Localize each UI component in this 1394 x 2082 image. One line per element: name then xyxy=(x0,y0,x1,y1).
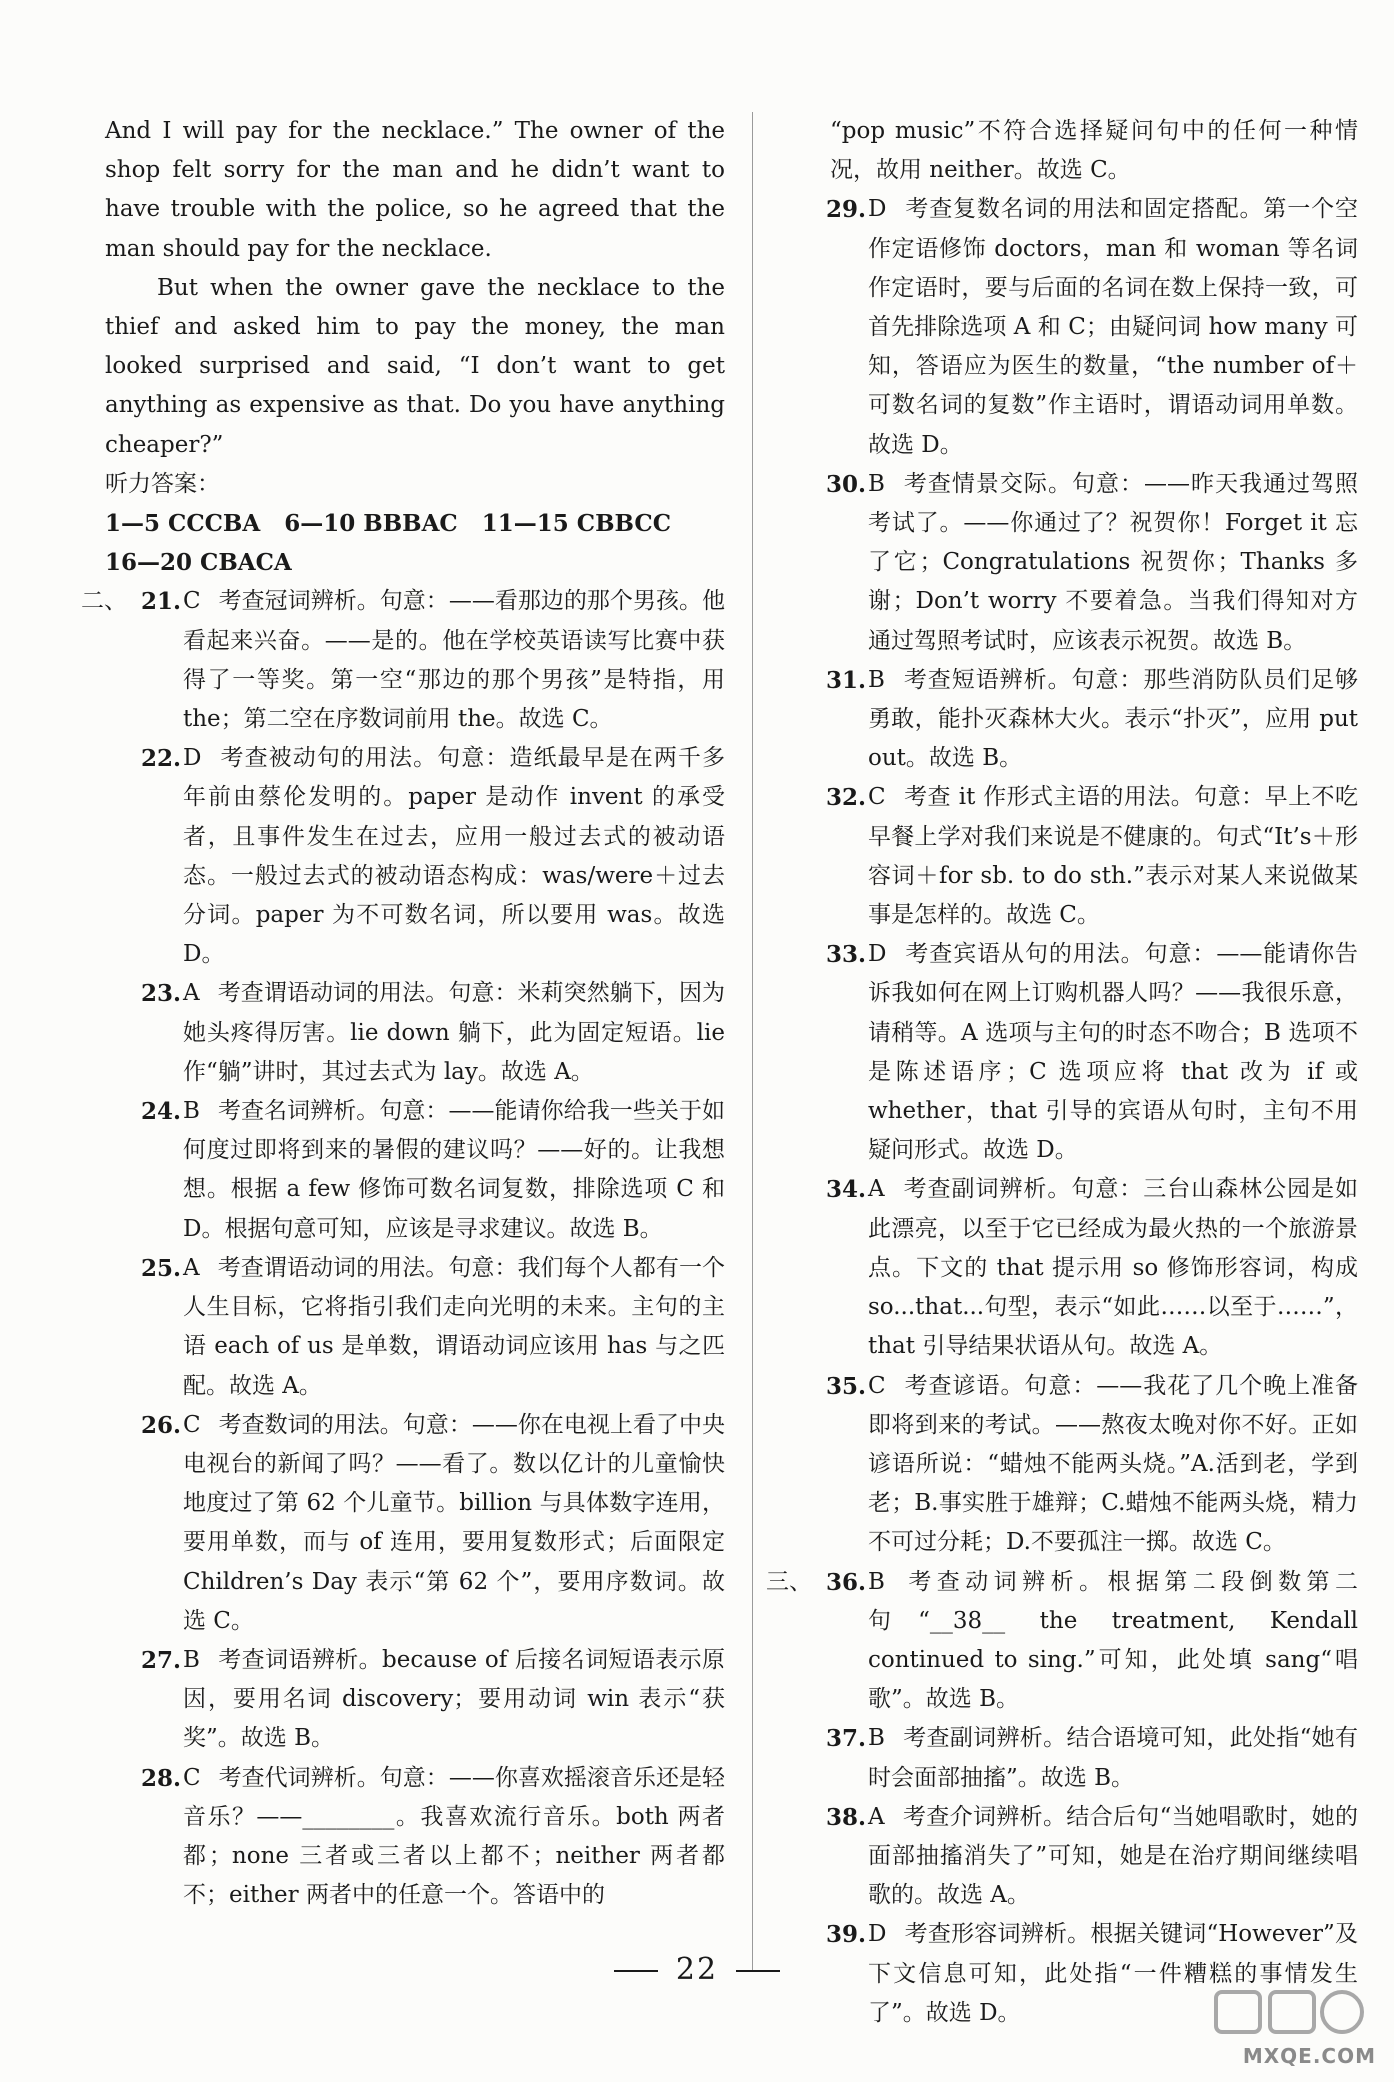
question-number: 22. xyxy=(140,745,181,773)
answer-item xyxy=(105,1641,725,1759)
question-number: 30. xyxy=(825,470,866,498)
explanation-text: 考查复数名词的用法和固定搭配。第一个空作定语修饰 doctors，man 和 woman 等名词作定语时，要与后面的名词在数上保持一致，可首先排除选项 A 和 C；由疑问词 how many 可知，答语应为医生的数量，“the number of＋可数名词的复数”作主语时，谓语动词用单数。故选 D。 xyxy=(868,196,1358,458)
explanation-text: 考查数词的用法。句意：——你在电视上看了中央电视台的新闻了吗？——看了。数以亿计的儿童愉快地度过了第 62 个儿童节。billion 与具体数字连用，要用单数，而与 of 连用，要用复数形式；后面限定 Children’s Day 表示“第 62 个”，要用序数词。故选 C。 xyxy=(183,1411,733,1634)
answer-letter: B xyxy=(868,470,885,497)
explanation-text: 考查情景交际。句意：——昨天我通过驾照考试了。——你通过了？祝贺你！Forget it 忘了它；Congratulations 祝贺你；Thanks 多谢；Don’t worry 不要着急。当我们得知对方通过驾照考试时，应该表示祝贺。故选 B。 xyxy=(868,470,1358,654)
answer-letter: B xyxy=(868,666,885,693)
question-number: 31. xyxy=(825,666,866,694)
right-column xyxy=(766,112,1366,2033)
watermark xyxy=(1176,1986,1376,2068)
answer-letter: B xyxy=(183,1098,200,1125)
question-number: 24. xyxy=(140,1098,181,1126)
footer-dash-left xyxy=(614,1970,658,1972)
listening-answers-line-2: 16—20 CBACA xyxy=(105,549,292,577)
answer-item xyxy=(105,974,733,1092)
question-number: 39. xyxy=(825,1921,866,1949)
answer-letter: A xyxy=(868,1176,885,1203)
explanation-text: 考查冠词辨析。句意：——看那边的那个男孩。他看起来兴奋。——是的。他在学校英语读写比赛中获得了一等奖。第一空“那边的那个男孩”是特指，用 the；第二空在序数词前用 the。故选 C。 xyxy=(183,588,733,733)
answer-letter: B xyxy=(868,1725,885,1752)
listening-answers-label: 听力答案： xyxy=(105,470,220,497)
answer-letter: A xyxy=(868,1803,885,1830)
continuation-text: “pop music”不符合选择疑问句中的任何一种情况，故用 neither。故选 C。 xyxy=(830,118,1358,184)
explanation-text: 考查谓语动词的用法。句意：米莉突然躺下，因为她头疼得厉害。lie down 躺下，此为固定短语。lie 作“躺”讲时，其过去式为 lay。故选 A。 xyxy=(183,980,733,1085)
explanation-text: 考查动词辨析。根据第二段倒数第二句“__38__ the treatment, Kendall continued to sing.”可知，此处填 sang“唱歌”。故选 B。 xyxy=(868,1568,1366,1713)
explanation-text: 考查短语辨析。句意：那些消防队员们足够勇敢，能扑灭森林大火。表示“扑灭”，应用 put out。故选 B。 xyxy=(868,666,1366,772)
answer-letter: D xyxy=(183,745,202,772)
answer-letter: C xyxy=(868,1372,886,1399)
left-answer-list xyxy=(81,582,733,1915)
page-footer xyxy=(0,1952,1394,1987)
question-number: 36. xyxy=(825,1568,866,1596)
question-number: 34. xyxy=(825,1176,866,1204)
question-number: 35. xyxy=(825,1372,866,1400)
explanation-text: 考查副词辨析。句意：三台山森林公园是如此漂亮，以至于它已经成为最火热的一个旅游景点。下文的 that 提示用 so 修饰形容词，构成 so...that...句型，表示“如此……以至于……”，that 引导结果状语从句。故选 A。 xyxy=(868,1176,1366,1360)
answer-letter: D xyxy=(868,1921,887,1948)
answer-letter: C xyxy=(183,1411,201,1438)
left-column xyxy=(81,112,733,1915)
page-number: 22 xyxy=(675,1952,719,1987)
answer-letter: A xyxy=(183,980,200,1007)
listening-answers-line-1: 1—5 CCCBA 6—10 BBBAC 11—15 CBBCC xyxy=(105,510,671,538)
answer-item xyxy=(105,1092,733,1249)
answer-item xyxy=(81,582,733,739)
story-paragraph-1: And I will pay for the necklace.” The owner of the shop felt sorry for the man and he didn’t want to have trouble with the police, so he agreed that the man should pay for the necklace. xyxy=(105,118,733,262)
answer-item xyxy=(790,1719,1358,1797)
question-number: 37. xyxy=(825,1725,866,1753)
explanation-text: 考查形容词辨析。根据关键词“However”及下文信息可知，此处指“一件糟糕的事情发生了”。故选 D。 xyxy=(868,1921,1358,2026)
right-answer-list xyxy=(766,190,1366,2033)
answer-item xyxy=(105,1406,733,1641)
answer-letter: D xyxy=(868,196,887,223)
watermark-text: MXQE.COM xyxy=(1242,2044,1376,2068)
explanation-text: 考查副词辨析。结合语境可知，此处指“她有时会面部抽搐”。故选 B。 xyxy=(868,1725,1358,1791)
question-number: 32. xyxy=(825,784,866,812)
answer-letter: C xyxy=(183,588,201,615)
explanation-text: 考查名词辨析。句意：——能请你给我一些关于如何度过即将到来的暑假的建议吗？——好的。让我想想。根据 a few 修饰可数名词复数，排除选项 C 和 D。根据句意可知，应该是寻求建议。故选 B。 xyxy=(183,1098,733,1242)
explanation-text: 考查 it 作形式主语的用法。句意：早上不吃早餐上学对我们来说是不健康的。句式“It’s＋形容词＋for sb. to do sth.”表示对某人来说做某事是怎样的。故选 C。 xyxy=(868,784,1358,929)
story-paragraph-2: But when the owner gave the necklace to the thief and asked him to pay the money, the man looked surprised and said, “I don’t want to get anything as expensive as that. Do you have anything cheaper?” xyxy=(105,274,733,458)
column-divider xyxy=(752,112,753,1972)
answer-item xyxy=(105,1249,725,1406)
answer-item xyxy=(790,1170,1366,1366)
answer-letter: C xyxy=(868,784,886,811)
answer-letter: C xyxy=(183,1764,201,1791)
answer-item xyxy=(766,1563,1366,1720)
watermark-logo-icon xyxy=(1176,1986,1376,2046)
explanation-text: 考查词语辨析。because of 后接名词短语表示原因，要用名词 discovery；要用动词 win 表示“获奖”。故选 B。 xyxy=(183,1646,725,1752)
answer-item xyxy=(790,661,1366,779)
question-number: 33. xyxy=(825,941,866,969)
answer-item xyxy=(790,1798,1358,1916)
question-number: 27. xyxy=(140,1646,181,1674)
footer-dash-right xyxy=(736,1970,780,1972)
question-number: 21. xyxy=(140,588,181,616)
section-marker: 三、 xyxy=(766,1568,812,1595)
question-number: 23. xyxy=(140,980,181,1008)
explanation-text: 考查谚语。句意：——我花了几个晚上准备即将到来的考试。——熬夜太晚对你不好。正如谚语所说：“蜡烛不能两头烧。”A.活到老，学到老；B.事实胜于雄辩；C.蜡烛不能两头烧，精力不可过分耗；D.不要孤注一掷。故选 C。 xyxy=(868,1372,1358,1556)
explanation-text: 考查代词辨析。句意：——你喜欢摇滚音乐还是轻音乐？——________。我喜欢流行音乐。both 两者都；none 三者或三者以上都不；neither 两者都不；either 两者中的任意一个。答语中的 xyxy=(183,1764,725,1909)
question-number: 29. xyxy=(825,196,866,224)
answer-letter: A xyxy=(183,1254,200,1281)
question-number: 25. xyxy=(140,1254,181,1282)
question-number: 38. xyxy=(825,1803,866,1831)
answer-item xyxy=(790,778,1358,935)
answer-letter: D xyxy=(868,941,887,968)
answer-item xyxy=(105,739,733,974)
explanation-text: 考查介词辨析。结合后句“当她唱歌时，她的面部抽搐消失了”可知，她是在治疗期间继续唱歌的。故选 A。 xyxy=(868,1803,1358,1909)
answer-item xyxy=(790,1367,1358,1563)
question-number: 28. xyxy=(140,1764,181,1792)
answer-letter: B xyxy=(868,1568,885,1595)
explanation-text: 考查被动句的用法。句意：造纸最早是在两千多年前由蔡伦发明的。paper 是动作 invent 的承受者，且事件发生在过去，应用一般过去式的被动语态。一般过去式的被动语态构成：was/were＋过去分词。paper 为不可数名词，所以要用 was。故选 D。 xyxy=(183,745,733,968)
question-number: 26. xyxy=(140,1411,181,1439)
answer-item xyxy=(790,935,1366,1170)
section-marker: 二、 xyxy=(81,588,127,615)
explanation-text: 考查谓语动词的用法。句意：我们每个人都有一个人生目标，它将指引我们走向光明的未来。主句的主语 each of us 是单数，谓语动词应该用 has 与之匹配。故选 A。 xyxy=(183,1254,725,1399)
answer-item xyxy=(790,190,1358,464)
answer-letter: B xyxy=(183,1646,200,1673)
answer-item xyxy=(105,1759,725,1916)
answer-item xyxy=(790,465,1358,661)
explanation-text: 考查宾语从句的用法。句意：——能请你告诉我如何在网上订购机器人吗？——我很乐意，请稍等。A 选项与主句的时态不吻合；B 选项不是陈述语序；C 选项应将 that 改为 if 或 whether，that 引导的宾语从句时，主句不用疑问形式。故选 D。 xyxy=(868,941,1366,1164)
